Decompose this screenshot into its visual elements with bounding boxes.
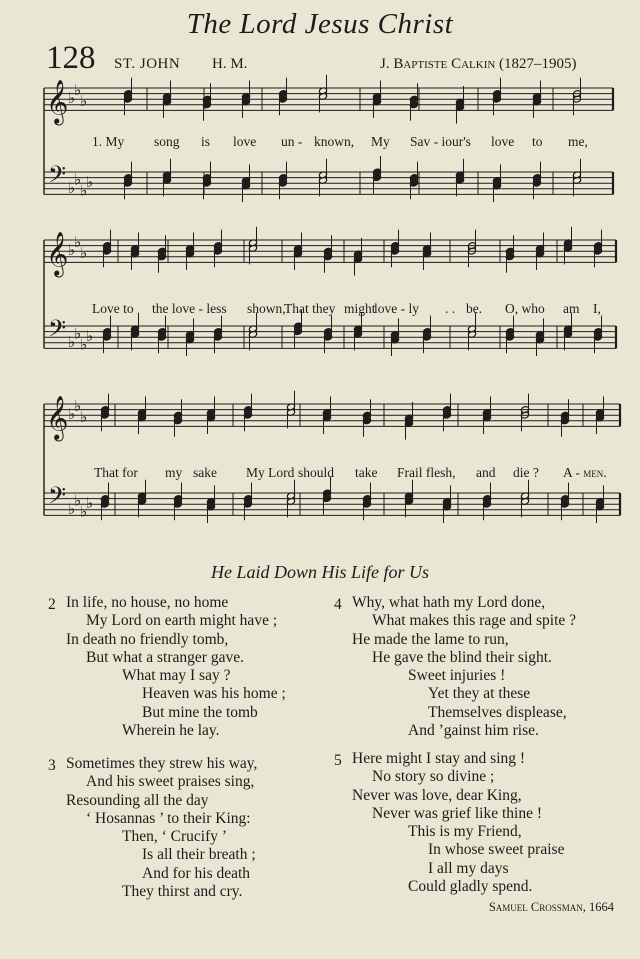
flat-sign: ♭ xyxy=(86,494,94,513)
verse-line: What makes this rage and spite ? xyxy=(372,612,577,630)
lyric-syllable: un - xyxy=(281,134,303,149)
lyric-syllable: love xyxy=(233,134,257,149)
flat-sign: ♭ xyxy=(80,335,88,354)
treble-clef: 𝄞 xyxy=(46,231,69,276)
lyric-syllable: Sav - iour's xyxy=(410,134,471,149)
verse-line: Heaven was his home ; xyxy=(142,685,286,703)
lyric-syllable: and xyxy=(476,465,496,480)
lyric-syllable: my xyxy=(165,465,183,480)
verse-line: Never was love, dear King, xyxy=(352,786,522,804)
verse-line: But what a stranger gave. xyxy=(86,648,244,666)
flat-sign: ♭ xyxy=(68,89,76,108)
verse-line: He made the lame to run, xyxy=(352,630,509,648)
flat-sign: ♭ xyxy=(74,170,82,189)
verse-line: What may I say ? xyxy=(122,667,231,685)
flat-sign: ♭ xyxy=(80,244,88,262)
verse-line: My Lord on earth might have ; xyxy=(86,612,278,630)
verse-line: I all my days xyxy=(428,859,509,877)
verse-line: This is my Friend, xyxy=(408,823,522,841)
verse-line: But mine the tomb xyxy=(142,703,258,721)
hymn-section-title: The Lord Jesus Christ xyxy=(186,8,454,40)
meter: H. M. xyxy=(212,56,248,72)
bass-clef: 𝄢 xyxy=(48,160,67,194)
flat-sign: ♭ xyxy=(68,405,76,424)
treble-clef: 𝄞 xyxy=(46,79,69,124)
flat-sign: ♭ xyxy=(80,181,88,200)
verse-line: And for his death xyxy=(142,864,251,882)
lyric-syllable: That for xyxy=(94,465,138,480)
lyric-syllable: love xyxy=(491,134,515,149)
verse-line: Sometimes they strew his way, xyxy=(66,755,258,772)
flat-sign: ♭ xyxy=(68,499,76,518)
lyric-syllable: to xyxy=(532,134,543,149)
verse-3 xyxy=(66,755,257,901)
lyric-syllable: Love to xyxy=(92,301,134,316)
lyric-syllable: be. xyxy=(466,301,483,316)
flat-sign: ♭ xyxy=(74,80,82,99)
lyric-syllable: might xyxy=(344,301,376,316)
flat-sign: ♭ xyxy=(74,396,82,415)
verse-line: In death no friendly tomb, xyxy=(66,630,229,648)
flat-sign: ♭ xyxy=(68,332,76,351)
lyric-syllable: I, xyxy=(593,301,601,316)
lyric-syllable: shown, xyxy=(247,301,286,316)
verse-line: No story so divine ; xyxy=(372,768,495,786)
verse-line: Themselves displease, xyxy=(428,703,567,721)
verse-line: Then, ‘ Crucify ’ xyxy=(122,828,228,846)
verse-line: Yet they at these xyxy=(428,685,531,703)
lyric-syllable: the love - less xyxy=(152,301,227,316)
lyric-syllable: song xyxy=(154,134,180,149)
lyric-syllable: Frail flesh, xyxy=(397,465,456,480)
verse-line: In whose sweet praise xyxy=(428,841,565,859)
lyric-syllable: take xyxy=(355,465,378,480)
verse-line: Sweet injuries ! xyxy=(408,667,506,685)
verse-line: And ’gainst him rise. xyxy=(408,722,539,740)
bass-clef: 𝄢 xyxy=(48,314,67,348)
verse-5 xyxy=(352,750,564,896)
flat-sign: ♭ xyxy=(68,178,76,197)
verse-line: In life, no house, no home xyxy=(66,594,229,611)
text-author-credit: Samuel Crossman, 1664 xyxy=(488,900,614,914)
lyric-syllable: My xyxy=(371,134,390,149)
lyric-syllable: 1. My xyxy=(92,134,125,149)
verse-line: Wherein he lay. xyxy=(122,722,220,740)
verse-line: ‘ Hosannas ’ to their King: xyxy=(86,809,251,827)
verse-number: 4 xyxy=(334,596,342,613)
verse-4 xyxy=(352,594,576,740)
verse-line: He gave the blind their sight. xyxy=(372,648,552,666)
flat-sign: ♭ xyxy=(80,92,88,110)
verse-line: And his sweet praises sing, xyxy=(86,773,255,791)
verse-line: Why, what hath my Lord done, xyxy=(352,594,546,611)
flat-sign: ♭ xyxy=(74,324,82,343)
lyric-syllable: O, who xyxy=(505,301,545,316)
lyric-syllable: . . xyxy=(445,301,456,316)
verse-number: 5 xyxy=(334,752,342,769)
verse-line: They thirst and cry. xyxy=(122,883,243,901)
flat-sign: ♭ xyxy=(68,241,76,260)
lyric-syllable: is xyxy=(201,134,211,149)
lyric-syllable: That they xyxy=(284,301,336,316)
lyric-syllable: known, xyxy=(314,134,355,149)
lyric-syllable: love - ly xyxy=(374,301,419,316)
lyric-syllable: sake xyxy=(193,465,217,480)
lyric-syllable: me, xyxy=(568,134,588,149)
verse-2 xyxy=(66,594,286,740)
lyric-syllable: A - men. xyxy=(563,465,607,480)
lyric-syllable: am xyxy=(563,301,580,316)
verse-line: Never was grief like thine ! xyxy=(372,804,543,822)
flat-sign: ♭ xyxy=(80,502,88,521)
verse-line: Is all their breath ; xyxy=(142,846,256,864)
composer: J. Baptiste Calkin (1827–1905) xyxy=(380,56,577,72)
lyric-syllable: die ? xyxy=(513,465,539,480)
lyric-syllable: My Lord xyxy=(246,465,295,480)
flat-sign: ♭ xyxy=(74,232,82,251)
hymn-number: 128 xyxy=(46,40,96,76)
verse-number: 3 xyxy=(48,757,56,774)
flat-sign: ♭ xyxy=(80,408,88,426)
flat-sign: ♭ xyxy=(86,173,94,192)
tune-name: ST. JOHN xyxy=(114,56,181,72)
flat-sign: ♭ xyxy=(74,491,82,510)
verse-number: 2 xyxy=(48,596,56,613)
flat-sign: ♭ xyxy=(86,327,94,346)
verse-line: Could gladly spend. xyxy=(408,878,533,896)
lyric-syllable: should xyxy=(298,465,335,480)
treble-clef: 𝄞 xyxy=(46,395,69,440)
verse-line: Here might I stay and sing ! xyxy=(352,750,526,767)
hymn-subtitle: He Laid Down His Life for Us xyxy=(210,562,430,582)
bass-clef: 𝄢 xyxy=(48,481,67,515)
verse-line: Resounding all the day xyxy=(66,791,209,809)
